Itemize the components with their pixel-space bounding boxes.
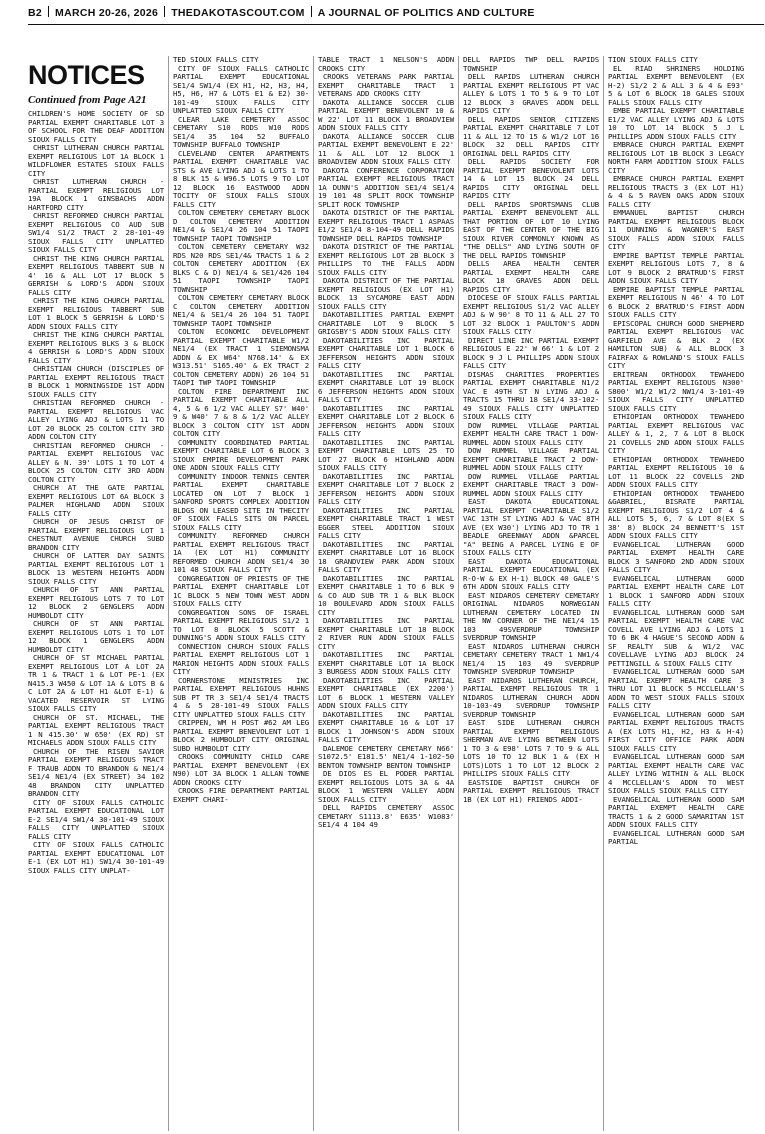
notice-entry: COLTON CEMETERY CEMETARY BLOCK D COLTON CEMETERY ADDITION NE1/4 & SE1/4 26 104 51 TAOPI TOWNSHIP TAOPI TOWNSHIP [173, 208, 309, 243]
notice-entry: DAKOTABILITIES INC PARTIAL EXEMPT CHARITABLE LOT 1 BLOCK 6 JEFFERSON HEIGHTS ADDN SIOUX FALLS CITY [318, 335, 454, 370]
notice-entry: DELL RAPIDS SOCIETY FOR PARTIAL EXEMPT BENEVOLENT LOTS 14 & LOT 15 BLOCK 24 DELL RAPIDS CITY ORIGINAL DELL RAPIDS CITY [463, 157, 599, 200]
column-5 [608, 56, 744, 1131]
notice-entry: EVANGELICAL LUTHERAN GOOD SAM PARTIAL EXEMPT HEALTH CARE VAC ALLEY LYING WITHIN & ALL BLOCK 4 MCCLELLAN'S ADDN TO WEST SIOUX FALLS SIOUX FALLS CITY [608, 752, 744, 795]
notice-entry: DELL RAPIDS TWP DELL RAPIDS TOWNSHIP [463, 56, 599, 73]
column-body [463, 56, 599, 804]
column-divider [603, 56, 604, 1131]
notice-entry: DAKOTABILITIES INC PARTIAL EXEMPT CHARITABLE LOT 19 BLOCK 6 JEFFERSON HEIGHTS ADDN SIOUX FALLS CITY [318, 369, 454, 404]
notice-entry: EVANGELICAL LUTHERAN GOOD PARTIAL EXEMPT HEALTH CARE LOT 1 BLOCK 1 SANFORD ADDN SIOUX FALLS CITY [608, 573, 744, 608]
notice-entry: COMMUNITY INDOOR TENNIS CENTER PARTIAL EXEMPT CHARITABLE LOCATED ON LOT 7 BLOCK 1 SANFORD SPORTS COMPLEX ADDITION BLDGS ON LEASED SITE IN THECITY OF SIOUX FALLS SITS ON PARCEL SIOUX FALLS CITY [173, 471, 309, 532]
notice-entry: DAKOTABILITIES INC PARTIAL EXEMPT CHARITABLE LOT 18 BLOCK 2 RIVER RUN ADDN SIOUX FALLS CITY [318, 616, 454, 651]
notice-entry: ETHIOPIAN ORTHODOX TEWAHEDO PARTIAL EXEMPT RELIGIOUS 10 & LOT 11 BLOCK 22 COVELLS 2ND ADDN SIOUX FALLS CITY [608, 454, 744, 489]
page-number: B2 [28, 7, 43, 19]
notice-entry: CROOKS COMMUNITY CHILD CARE PARTIAL EXEMPT BENEVOLENT (EX N90) LOT 3A BLOCK 1 ALLAN TOWNE ADDN CROOKS CITY [173, 752, 309, 787]
notice-entry: DELL RAPIDS SPORTSMANS CLUB PARTIAL EXEMPT BENEVOLENT ALL THAT PORTION OF LOT 10 LYING EAST OF THE CENTER OF THE BIG SIOUX RIVER COMMONLY KNOWN AS "THE DELLS" AND LYING SOUTH OF THE DELL RAPIDS TOWNSHIP [463, 199, 599, 260]
notice-entry: EVANGELICAL LUTHERAN GOOD SAM PARTIAL [608, 828, 744, 846]
notice-entry: DAKOTA ALLIANCE SOCCER CLUB PARTIAL EXEMPT BENEVOLENT 10 & W 22' LOT 11 BLOCK 1 BROADVIEW ADDN SIOUX FALLS CITY [318, 97, 454, 132]
notice-entry: DAKOTABILITIES PARTIAL EXEMPT CHARITABLE LOT 9 BLOCK 5 GRIGSBY'S ADDN SIOUX FALLS CITY [318, 310, 454, 336]
notice-entry: CROOKS VETERANS PARK PARTIAL EXEMPT CHARITABLE TRACT 1 VETERANS ADD CROOKS CITY [318, 72, 454, 98]
notice-entry: EAST DAKOTA EDUCATIONAL PARTIAL EXEMPT EDUCATIONAL (EX R-O-W & EX H-1) BLOCK 40 GALE'S 6TH ADDN SIOUX FALLS CITY [463, 556, 599, 591]
notice-entry: DIOCESE OF SIOUX FALLS PARTIAL EXEMPT RELIGIOUS S1/2 VAC ALLEY ADJ & W 90' 8 TO 11 & ALL 27 TO LOT 32 BLOCK 1 PAULTON'S ADDN SIOUX FALLS CITY [463, 293, 599, 336]
notice-entry: ETHIOPIAN ORTHODOX TEWAHEDO PARTIAL EXEMPT RELIGIOUS VAC ALLEY & 1, 2, 7 & LOT 8 BLOCK 21 COVELLS 2ND ADDN SIOUX FALLS CITY [608, 412, 744, 455]
notice-entry: DAKOTABILITIES INC PARTIAL EXEMPT CHARITABLE LOT 1A BLOCK 3 BURGESS ADDN SIOUX FALLS CITY [318, 650, 454, 676]
notice-entry: EVANGELICAL LUTHERAN GOOD SAM PARTIAL EXEMPT HEALTH CARE VAC COVELL AVE LYING ADJ & LOTS 1 TO 6 BK 4 HAGUE'S SECOND ADDN & SF REALTY SUB & W1/2 VAC COVELLAVE LYING ADJ BLOCK 24 PETTINGILL & SIOUX FALLS CITY [608, 607, 744, 668]
notice-entry: CHURCH OF LATTER DAY SAINTS PARTIAL EXEMPT RELIGIOUS LOT 1 BLOCK 13 WESTERN HEIGHTS ADDN SIOUX FALLS CITY [28, 551, 164, 586]
notice-entry: CHRISTIAN REFORMED CHURCH - PARTIAL EXEMPT RELIGIOUS VAC ALLEY LYING ADJ & LOTS 11 TO LOT 20 BLOCK 25 COLTON CITY 3RD ADDN COLTON CITY [28, 398, 164, 441]
notice-entry: CHURCH OF ST ANN PARTIAL EXEMPT RELIGIOUS LOTS 1 TO LOT 12 BLOCK 1 GENGLERS ADDN HUMBOLDT CITY [28, 619, 164, 654]
notices-columns [28, 56, 764, 1131]
notice-entry: DAKOTA ALLIANCE SOCCER CLUB PARTIAL EXEMPT BENEVOLENT E 22' 11 & ALL LOT 12 BLOCK 1 BROADVIEW ADDN SIOUX FALLS CITY [318, 131, 454, 166]
notice-entry: DE DIOS ES EL PODER PARTIAL EXEMPT RELIGIOUS LOTS 3A & 4A BLOCK 1 WESTERN VALLEY ADDN SIOUX FALLS CITY [318, 769, 454, 804]
notice-entry: CHURCH OF THE RISEN SAVIOR PARTIAL EXEMPT RELIGIOUS TRACT F TRAUB ADDN TO BRANDON & NE1/4 SE1/4 NE1/4 (EX STREET) 34 102 48 BRANDON CITY UNPLATTED BRANDON CITY [28, 746, 164, 798]
notice-entry: CHRIST LUTHERAN CHURCH - PARTIAL EXEMPT RELIGIOUS LOT 19A BLOCK 1 GINSBACHS ADDN HARTFORD CITY [28, 177, 164, 212]
notice-entry: TED SIOUX FALLS CITY [173, 56, 259, 64]
tagline: A JOURNAL OF POLITICS AND CULTURE [317, 7, 535, 19]
site-name: THEDAKOTASCOUT.COM [171, 7, 305, 19]
notice-entry: CITY OF SIOUX FALLS CATHOLIC PARTIAL EXEMPT EDUCATIONAL SE1/4 SW1/4 (EX H1, H2, H3, H4, H5, H6, H7 & LOTS E1 & E2) 30-101-49 SIOUX FALLS CITY UNPLATTED SIOUX FALLS CITY [173, 63, 309, 115]
notice-entry: DAKOTABILITIES INC PARTIAL EXEMPT CHARITABLE (EX 2200') LOT 6 BLOCK 1 WESTERN VALLEY ADDN SIOUX FALLS CITY [318, 675, 454, 710]
notice-entry: EAST SIDE LUTHERAN CHURCH PARTIAL EXEMPT RELIGIOUS SHERMAN AVE LYING BETWEEN LOTS 1 TO 3 & E98' LOTS 7 TO 9 & ALL LOTS 10 TO 12 BLK 1 & (EX H LOTS)LOTS 1 TO LOT 12 BLOCK 2 PHILLIPS SIOUX FALLS CITY [463, 718, 599, 778]
page-header [0, 0, 765, 26]
notice-entry: CHRIST LUTHERAN CHURCH PARTIAL EXEMPT RELIGIOUS LOT 1A BLOCK 1 WILDFLOWER ESTATES SIOUX FALLS CITY [28, 143, 164, 178]
notice-entry: DISMAS CHARITIES PROPERTIES PARTIAL EXEMPT CHARITABLE N1/2 VAC E 49TH ST N LYING ADJ & TRACTS 15 THRU 18 SE1/4 33-102-49 SIOUX FALLS CITY UNPLATTED SIOUX FALLS CITY [463, 369, 599, 421]
notice-entry: CHILDREN'S HOME SOCIETY OF SD PARTIAL EXEMPT CHARITABLE LOT 3 OF SCHOOL FOR THE DEAF ADDITION SIOUX FALLS CITY [28, 109, 164, 144]
notice-entry: COLTON CEMETERY CEMETARY BLOCK C COLTON CEMETERY ADDITION NE1/4 & SE1/4 26 104 51 TAOPI TOWNSHIP TAOPI TOWNSHIP [173, 293, 309, 328]
notice-entry: EMBRACE CHURCH PARTIAL EXEMPT RELIGIOUS LOT 1B BLOCK 3 LEGACY NORTH FARM ADDITION SIOUX FALLS CITY [608, 140, 744, 175]
notice-entry: EL RIAD SHRINERS HOLDING PARTIAL EXEMPT BENEVOLENT (EX H-2) S1/2 2 & ALL 3 & 4 & E93' 5 & LOT 6 BLOCK 18 GALES SIOUX FALLS SIOUX FALLS CITY [608, 63, 744, 107]
notice-entry: EVANGELICAL LUTHERAN GOOD SAM PARTIAL EXEMPT HEALTH CARE TRACTS 1 & 2 GOOD SAMARITAN 1ST ADDN SIOUX FALLS CITY [608, 794, 744, 829]
notice-entry: EASTSIDE BAPTIST CHURCH OF PARTIAL EXEMPT RELIGIOUS TRACT 1B (EX LOT H1) FRIENDS ADDI- [463, 777, 599, 804]
header-divider [311, 6, 312, 17]
notice-entry: DELL RAPIDS LUTHERAN CHURCH PARTIAL EXEMPT RELIGIOUS PT VAC ALLEY & LOTS 1 TO 5 & 9 TO LOT 12 BLOCK 3 GRAVES ADDN DELL RAPIDS CITY [463, 72, 599, 115]
continued-label: Continued from Page A21 [28, 94, 147, 106]
notice-entry: DAKOTABILITIES INC PARTIAL EXEMPT CHARITABLE LOTS 25 TO LOT 27 BLOCK 6 HIGHLAND ADDN SIOUX FALLS CITY [318, 437, 454, 472]
notice-entry: CITY OF SIOUX FALLS CATHOLIC PARTIAL EXEMPT EDUCATIONAL LOT E-1 (EX LOT H1) SW1/4 30-101-49 SIOUX FALLS CITY UNPLAT- [28, 840, 164, 875]
issue-date: MARCH 20-26, 2026 [55, 7, 159, 19]
notice-entry: CITY OF SIOUX FALLS CATHOLIC PARTIAL EXEMPT EDUCATIONAL LOT E-2 SE1/4 SW1/4 30-101-49 SIOUX FALLS CITY UNPLATTED SIOUX FALLS CITY [28, 797, 164, 841]
notice-entry: CONGREGATION OF PRIESTS OF THE PARTIAL EXEMPT CHARITABLE LOT 1C BLOCK 5 NEW TOWN WEST ADDN SIOUX FALLS CITY [173, 573, 309, 608]
notice-entry: DALEMOE CEMETERY CEMETARY N66' S1072.5' E181.5' NE1/4 1-102-50 BENTON TOWNSHIP BENTON TOWNSHIP [318, 743, 454, 770]
notice-entry: CHRIST THE KING CHURCH PARTIAL EXEMPT RELIGIOUS BLKS 3 & BLOCK 4 GERRISH & LORD'S ADDN SIOUX FALLS CITY [28, 330, 164, 365]
notice-entry: DELL RAPIDS CEMETERY ASSOC CEMETARY S1113.8' E635' W1083' SE1/4 4 104 49 [318, 803, 454, 829]
header-rule [28, 24, 764, 25]
notice-entry: EMBRACE CHURCH PARTIAL EXEMPT RELIGIOUS TRACTS 3 (EX LOT H1) & 4 & 5 RAVEN OAKS ADDN SIOUX FALLS CITY [608, 174, 744, 209]
column-body [318, 56, 454, 830]
notice-entry: EAST NIDAROS LUTHERAN CHURCH CEMETARY CEMETERY TRACT 1 NW1/4 NE1/4 15 103 49 SVERDRUP TOWNSHIP SVERDRUP TOWNSHIP [463, 641, 599, 676]
column-3 [318, 56, 454, 1131]
notice-entry: EAST DAKOTA EDUCATIONAL PARTIAL EXEMPT CHARITABLE S1/2 VAC 13TH ST LYING ADJ & VAC 8TH AVE (EX W30') LYING ADJ TO TR 1 BEADLE GREENWAY ADDN &PARCEL "A" BEING A PARCEL LYING E OF SIOUX FALLS CITY [463, 497, 599, 557]
notice-entry: CHRISTIAN REFORMED CHURCH - PARTIAL EXEMPT RELIGIOUS VAC ALLEY & N. 39' LOTS 1 TO LOT 4 BLOCK 25 COLTON CITY 3RD ADDN COLTON CITY [28, 440, 164, 484]
notice-entry: EMPIRE BAPTIST TEMPLE PARTIAL EXEMPT RELIGIOUS LOTS 7, 8 & LOT 9 BLOCK 2 BRATRUD'S FIRST ADDN SIOUX FALLS CITY [608, 250, 744, 285]
column-divider [458, 56, 459, 1131]
notice-entry: COLTON FIRE DEPARTMENT INC PARTIAL EXEMPT CHARITABLE ALL 4, 5 & 6 1/2 VAC ALLEY S7' W40' 9 & W40' 7 & 8 & 1/2 VAC ALLEY BLOCK 3 COLTON CITY 1ST ADDN COLTON CITY [173, 386, 309, 438]
notice-entry: EMMANUEL BAPTIST CHURCH PARTIAL EXEMPT RELIGIOUS BLOCK 11 DUNNING & WAGNER'S EAST SIOUX FALLS ADDN SIOUX FALLS CITY [608, 208, 744, 251]
notice-entry: COLTON CEMETERY CEMETARY W32 RDS N20 RDS SE1/4& TRACTS 1 & 2 COLTON CEMETERY ADDITION (EX BLKS C & D) NE1/4 & SE1/426 104 51 TAOPI TOWNSHIP TAOPI TOWNSHIP [173, 242, 309, 294]
notice-entry: EVANGELICAL LUTHERAN GOOD SAM PARTIAL EXEMPT RELIGIOUS TRACTS A (EX LOTS H1, H2, H3 & H-4) FIRST CITY OFFICE PARK ADDN SIOUX FALLS CITY [608, 709, 744, 753]
notice-entry: CHRIST REFORMED CHURCH PARTIAL EXEMPT RELIGIOUS CO AUD SUB SW1/4 S1/2 TRACT 2 28-101-49 SIOUX FALLS CITY UNPLATTED SIOUX FALLS CITY [28, 211, 164, 254]
notice-entry: EVANGELICAL LUTHERAN GOOD SAM PARTIAL EXEMPT HEALTH CARE 3 THRU LOT 11 BLOCK 5 MCCLELLAN'S ADDN TO WEST SIOUX FALLS SIOUX FALLS CITY [608, 667, 744, 710]
notice-entry: EAST NIDAROS CEMETERY CEMETARY ORIGINAL NIDAROS NORWEGIAN LUTHERAN CEMETERY LOCATED IN THE NW CORNER OF THE NE1/4 15 103 49SVERDRUP TOWNSHIP SVERDRUP TOWNSHIP [463, 590, 599, 642]
notice-entry: CHURCH OF ST. MICHAEL, THE PARTIAL EXEMPT RELIGIOUS TRACT 1 N 415.30' W 650' (EX RD) ST MICHAELS ADDN SIOUX FALLS CITY [28, 712, 164, 747]
notice-entry: TABLE TRACT 1 NELSON'S ADDN CROOKS CITY [318, 56, 454, 73]
notice-entry: DIRECT LINE INC PARTIAL EXEMPT RELIGIOUS E 22' W 66' 1 & LOT 2 BLOCK 9 J L PHILLIPS ADDN SIOUX FALLS CITY [463, 335, 599, 370]
notice-entry: DAKOTA DISTRICT OF THE PARTIAL EXEMPT RELIGIOUS LOT 2B BLOCK 3 PHILLIPS TO THE FALLS ADDN SIOUX FALLS CITY [318, 242, 454, 277]
header-divider [48, 6, 49, 17]
section-title: NOTICES [28, 60, 145, 90]
header-line [28, 6, 535, 19]
notice-entry: CHRIST THE KING CHURCH PARTIAL EXEMPT RELIGIOUS TABBERT SUB N 4' 16 & ALL LOT 17 BLOCK 5 GERRISH & LORD'S ADDN SIOUX FALLS CITY [28, 253, 164, 297]
notice-entry: EAST NIDAROS LUTHERAN CHURCH, PARTIAL EXEMPT RELIGIOUS TR 1 NIDAROS LUTHERAN CHURCH ADDN 10-103-49 SVERDRUP TOWNSHIP SVERDRUP TOWNSHIP [463, 675, 599, 719]
notice-entry: CRIPPEN, WM H POST #62 AM LEG PARTIAL EXEMPT BENEVOLENT LOT 1 BLOCK 2 HUMBOLDT CITY ORIGINAL SUBD HUMBOLDT CITY [173, 718, 309, 753]
column-4 [463, 56, 599, 1131]
column-body [28, 110, 164, 875]
notice-entry: ETHIOPIAN ORTHODOX TEWAHEDO &GABRIEL, BISRATE PARTIAL EXEMPT RELIGIOUS S1/2 LOT 4 & ALL LOTS 5, 6, 7 & LOT 8(EX S 38' 8) BLOCK 24 BENNETT'S 1ST ADDN SIOUX FALLS CITY [608, 488, 744, 540]
notice-entry: DAKOTABILITIES INC PARTIAL EXEMPT CHARITABLE 1 TO 6 BLK 9 & CO AUD SUB TR 1 & BLK BLOCK 10 BOULEVARD ADDN SIOUX FALLS CITY [318, 573, 454, 617]
column-1 [28, 56, 164, 1131]
notice-entry: COMMUNITY COORDINATED PARTIAL EXEMPT CHARITABLE LOT 6 BLOCK 3 SIOUX EMPIRE DEVELOPMENT PARK ONE ADDN SIOUX FALLS CITY [173, 437, 309, 472]
notice-entry: TION SIOUX FALLS CITY [608, 56, 698, 64]
notice-entry: DELL RAPIDS SENIOR CITIZENS PARTIAL EXEMPT CHARITABLE 7 LOT 11 & ALL 12 TO 15 & W1/2 LOT 16 BLOCK 32 DELL RAPIDS CITY ORIGINAL DELL RAPIDS CITY [463, 114, 599, 158]
notice-entry: EMBE PARTIAL EXEMPT CHARITABLE E1/2 VAC ALLEY LYING ADJ & LOTS 10 TO LOT 14 BLOCK 5 J L PHILLIPS ADDN SIOUX FALLS CITY [608, 106, 744, 141]
notice-entry: DOW RUMMEL VILLAGE PARTIAL EXEMPT CHARITABLE TRACT 3 DOW-RUMMEL ADDN SIOUX FALLS CITY [463, 471, 599, 498]
notice-entry: CHRIST THE KING CHURCH PARTIAL EXEMPT RELIGIOUS TABBERT SUB LOT 1 BLOCK 5 GERRISH & LORD'S ADDN SIOUX FALLS CITY [28, 296, 164, 331]
notice-entry: DAKOTABILITIES INC PARTIAL EXEMPT CHARITABLE LOT 2 BLOCK 6 JEFFERSON HEIGHTS ADDN SIOUX FALLS CITY [318, 403, 454, 438]
notice-entry: CHURCH OF ST MICHAEL PARTIAL EXEMPT RELIGIOUS LOT A LOT 2A TR 1 & TRACT 1 & LOT PE-1 (EX N415.3 W450 & LOT 1A & LOTS B & C LOT 2A & LOT H1 &LOT E-1) & VACATED RESERVOIR ST LYING SIOUX FALLS CITY [28, 653, 164, 713]
notice-entry: CORNERSTONE MINISTRIES INC PARTIAL EXEMPT RELIGIOUS HUHNS SUB PT TR 3 SE1/4 SE1/4 TRACTS 4 & 5 28-101-49 SIOUX FALLS CITY UNPLATTED SIOUX FALLS CITY [173, 675, 309, 719]
notice-entry: DAKOTABILITIES INC PARTIAL EXEMPT CHARITABLE 16 & LOT 17 BLOCK 1 JOHNSON'S ADDN SIOUX FALLS CITY [318, 709, 454, 744]
notice-entry: CLEVELAND CENTER APARTMENTS PARTIAL EXEMPT CHARITABLE VAC STS & AVE LYING ADJ & LOTS 1 TO 8 BLK 15 & W96.5 LOTS 9 TO LOT 12 BLOCK 16 EASTWOOD ADDN TOCITY OF SIOUX FALLS SIOUX FALLS CITY [173, 148, 309, 209]
column-divider [168, 56, 169, 1131]
header-divider [164, 6, 165, 17]
notice-entry: DOW RUMMEL VILLAGE PARTIAL EXEMPT HEALTH CARE TRACT 1 DOW-RUMMEL ADDN SIOUX FALLS CITY [463, 420, 599, 447]
column-2 [173, 56, 309, 1131]
notice-entry: COMMUNITY REFORMED CHURCH PARTIAL EXEMPT RELIGIOUS TRACT 1A (EX LOT H1) COMMUNITY REFORMED CHURCH ADDN SE1/4 30 101 48 SIOUX FALLS CITY [173, 531, 309, 574]
notice-entry: ERITREAN ORTHODOX TEWAHEDO PARTIAL EXEMPT RELIGIOUS N300' S800' W1/2 W1/2 NW1/4 3-101-49 SIOUX FALLS CITY UNPLATTED SIOUX FALLS CITY [608, 369, 744, 413]
notice-entry: DAKOTA CONFERENCE CORPORATION PARTIAL EXEMPT RELIGIOUS TRACT 1A DUNN'S ADDITION SE1/4 SE1/4 19 101 48 SPLIT ROCK TOWNSHIP SPLIT ROCK TOWNSHIP [318, 165, 454, 209]
notice-entry: DOW RUMMEL VILLAGE PARTIAL EXEMPT CHARITABLE TRACT 2 DOW-RUMMEL ADDN SIOUX FALLS CITY [463, 446, 599, 472]
notice-entry: CHRISTIAN CHURCH (DISCIPLES OF PARTIAL EXEMPT RELIGIOUS TRACT B BLOCK 1 MORNINGSIDE 1ST ADDN SIOUX FALLS CITY [28, 364, 164, 399]
notice-entry: DAKOTA DISTRICT OF THE PARTIAL EXEMPT RELIGIOUS TRACT 1 ASPAAS E1/2 SE1/4 8-104-49 DELL RAPIDS TOWNSHIP DELL RAPIDS TOWNSHIP [318, 208, 454, 243]
notice-entry: CONGREGATION SONS OF ISRAEL PARTIAL EXEMPT RELIGIOUS S1/2 1 TO LOT 8 BLOCK 5 SCOTT & DUNNING'S ADDN SIOUX FALLS CITY [173, 607, 309, 642]
column-divider [313, 56, 314, 1131]
column-body [173, 56, 309, 804]
notice-entry: CONNECTION CHURCH SIOUX FALLS PARTIAL EXEMPT RELIGIOUS LOT 1 MARION HEIGHTS ADDN SIOUX FALLS CITY [173, 641, 309, 676]
notice-entry: DAKOTA DISTRICT OF THE PARTIAL EXEMPT RELIGIOUS (EX LOT H1) BLOCK 13 SYCAMORE EAST ADDN SIOUX FALLS CITY [318, 276, 454, 311]
notice-entry: DAKOTABILITIES INC PARTIAL EXEMPT CHARITABLE LOT 16 BLOCK 18 GRANDVIEW PARK ADDN SIOUX FALLS CITY [318, 539, 454, 574]
notice-entry: CHURCH AT THE GATE PARTIAL EXEMPT RELIGIOUS LOT 6A BLOCK 3 PALMER HIGHLAND ADDN SIOUX FALLS CITY [28, 483, 164, 518]
notice-entry: CHURCH OF ST ANN PARTIAL EXEMPT RELIGIOUS LOTS 7 TO LOT 12 BLOCK 2 GENGLERS ADDN HUMBOLDT CITY [28, 585, 164, 620]
notice-entry: DELLS AREA HEALTH CENTER PARTIAL EXEMPT HEALTH CARE BLOCK 18 GRAVES ADDN DELL RAPIDS CITY [463, 259, 599, 294]
notice-entry: CROOKS FIRE DEPARTMENT PARTIAL EXEMPT CHARI- [173, 786, 309, 804]
column-body [608, 56, 744, 847]
notice-entry: EVANGELICAL LUTHERAN GOOD PARTIAL EXEMPT HEALTH CARE BLOCK 3 SANFORD 2ND ADDN SIOUX FALLS CITY [608, 539, 744, 574]
notice-entry: EPISCOPAL CHURCH GOOD SHEPHERD PARTIAL EXEMPT RELIGIOUS VAC GARFIELD AVE & BLK 2 (EX HAMILTON SUB) & ALL BLOCK 3 FAIRFAX & ROWLAND'S SIOUX FALLS CITY [608, 318, 744, 370]
notice-entry: COLTON ECONOMIC DEVELOPMENT PARTIAL EXEMPT CHARITABLE W1/2 NE1/4 (EX TRACT 1 SIEMONSMA ADDN & EX W64' N768.14' & EX W313.51' S165.40' & EX TRACT 2 COLTON CEMETERY ADDN) 26 104 51 TAOPI TWP TAOPI TOWNSHIP [173, 327, 309, 387]
notice-entry: CLEAR LAKE CEMETERY ASSOC CEMETARY S10 RODS W10 RODS SE1/4 35 104 52 BUFFALO TOWNSHIP BUFFALO TOWNSHIP [173, 114, 309, 149]
notice-entry: EMPIRE BAPTIST TEMPLE PARTIAL EXEMPT RELIGIOUS N 46' 4 TO LOT 6 BLOCK 2 BRATRUD'S FIRST ADDN SIOUX FALLS CITY [608, 284, 744, 319]
notice-entry: CHURCH OF JESUS CHRIST OF PARTIAL EXEMPT RELIGIOUS LOT 1 CHESTNUT AVENUE CHURCH SUBD BRANDON CITY [28, 517, 164, 552]
notice-entry: DAKOTABILITIES INC PARTIAL EXEMPT CHARITABLE LOT 7 BLOCK 2 JEFFERSON HEIGHTS ADDN SIOUX FALLS CITY [318, 471, 454, 506]
notice-entry: DAKOTABILITIES INC PARTIAL EXEMPT CHARITABLE TRACT 1 WEST EGGER STEEL ADDITION SIOUX FALLS CITY [318, 505, 454, 540]
